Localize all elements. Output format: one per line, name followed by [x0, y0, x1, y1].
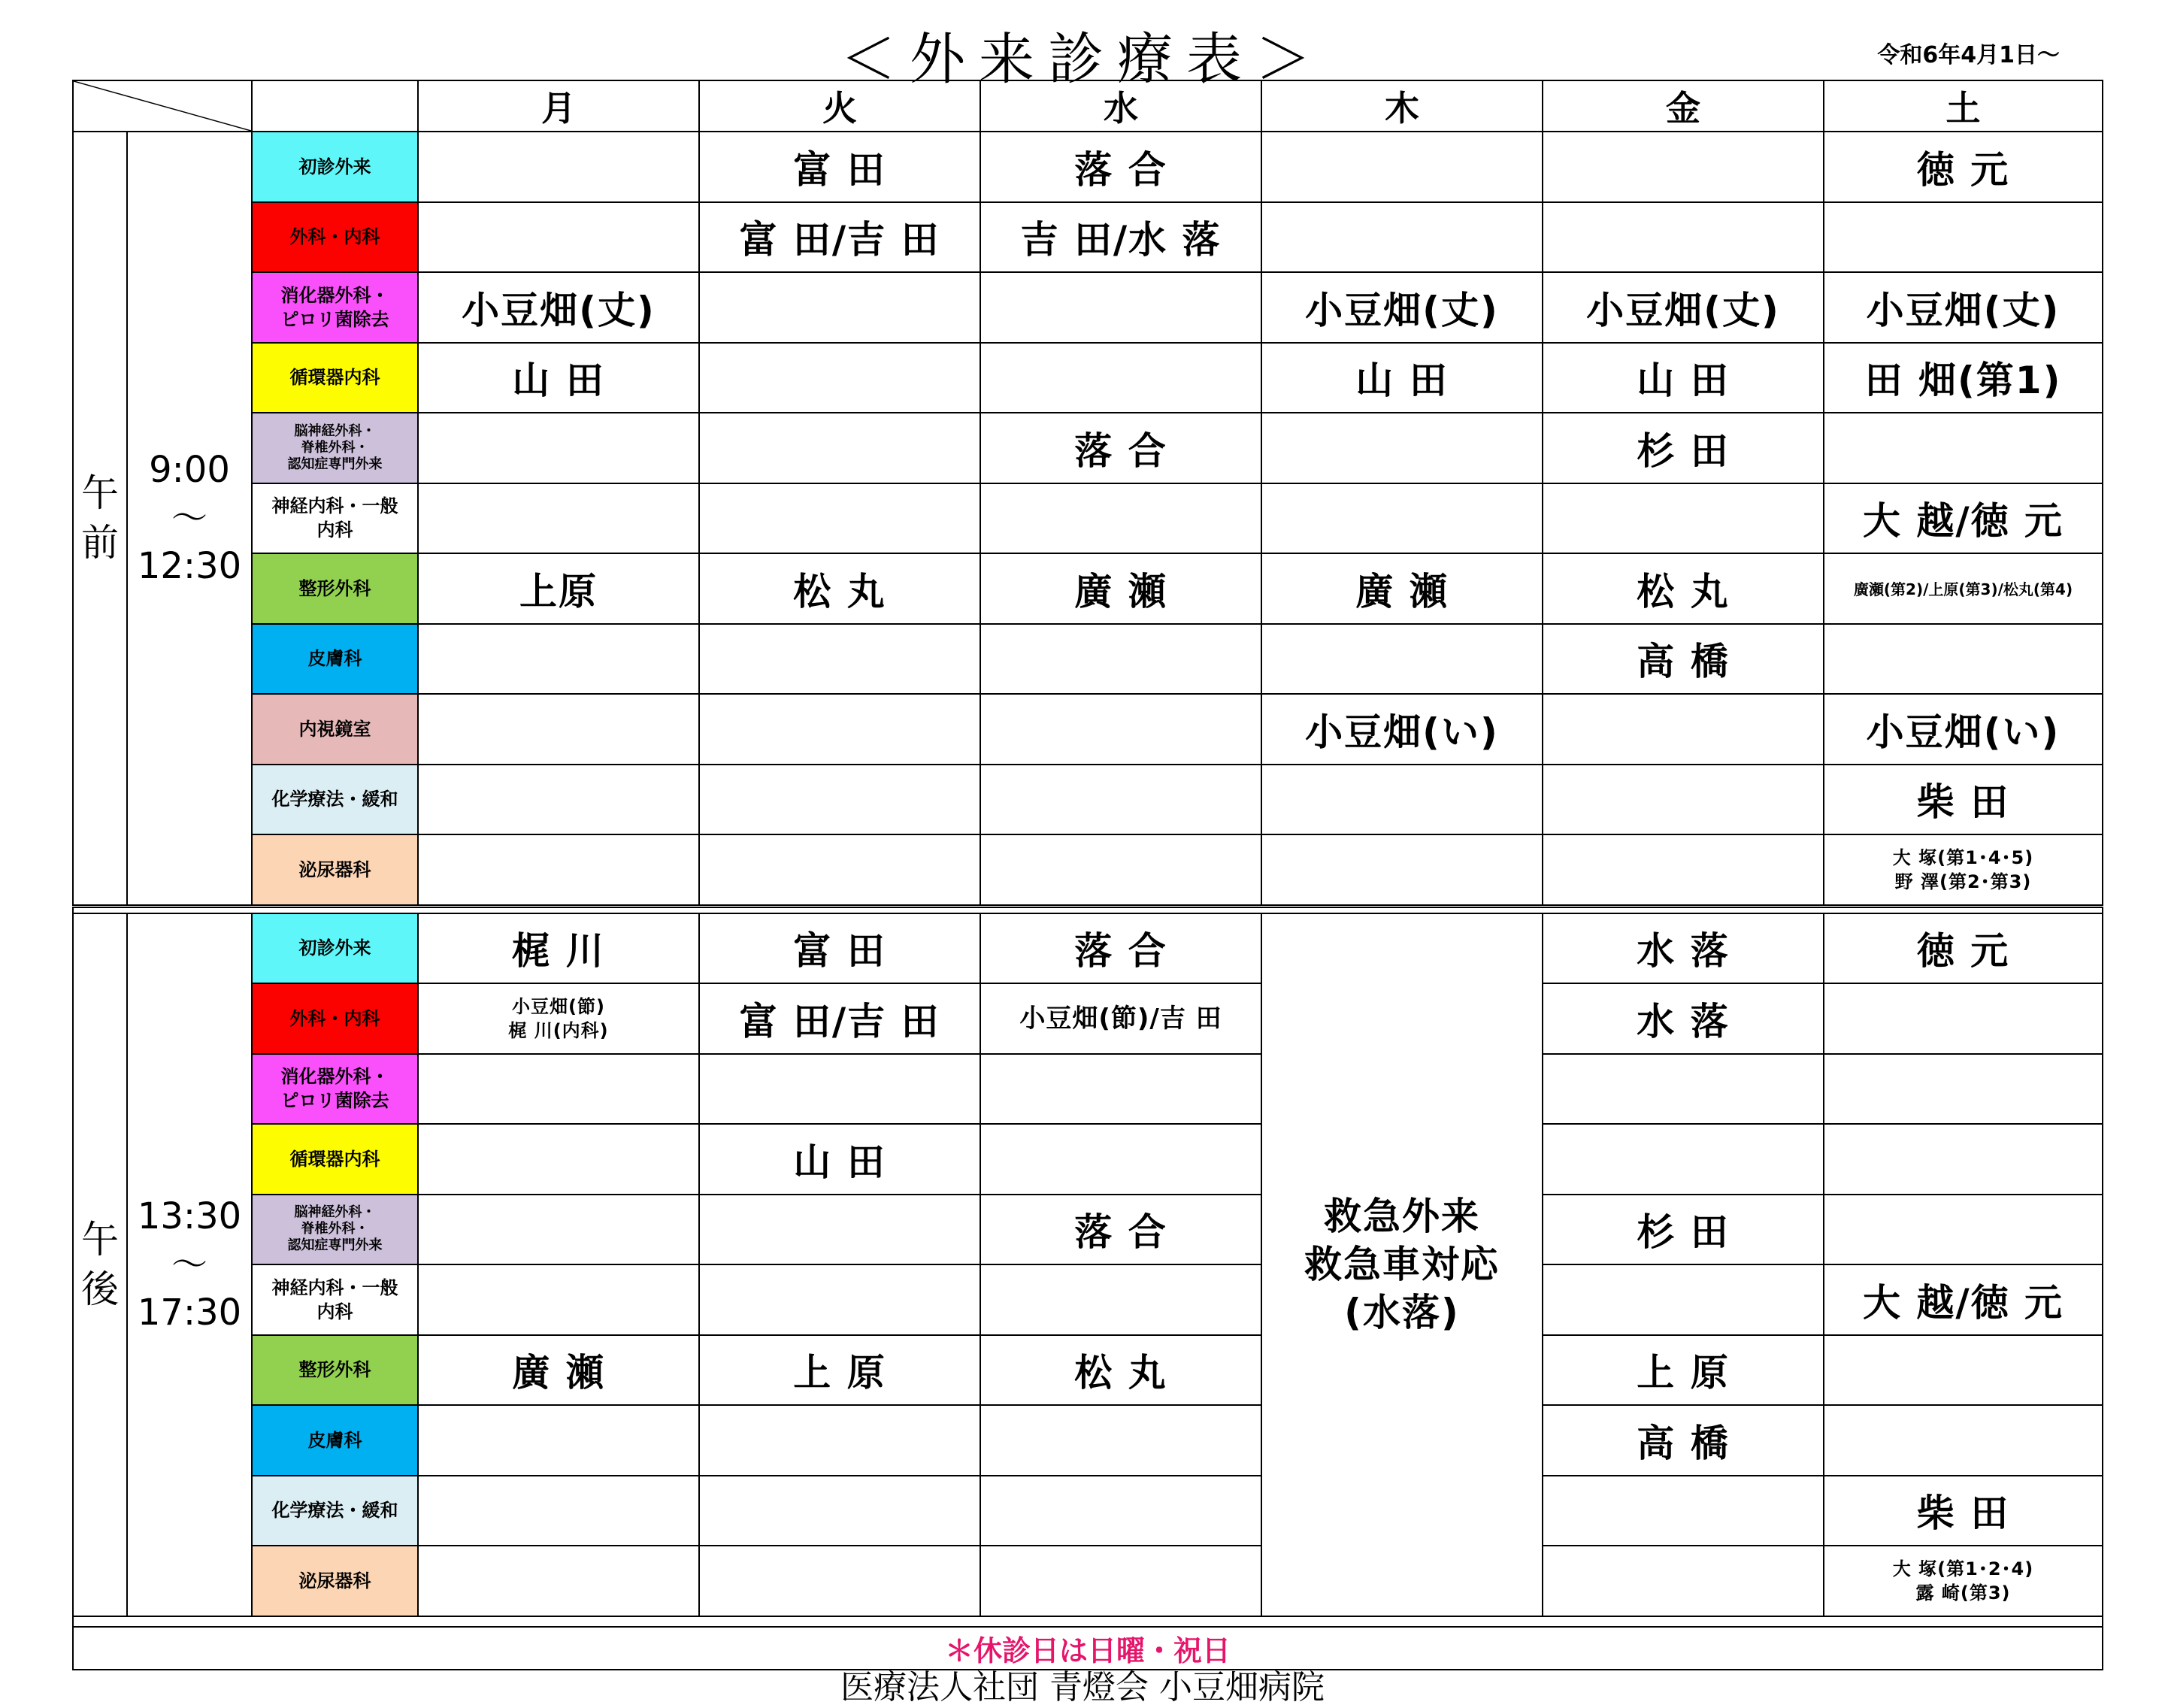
department-name: 脳神経外科・ 脊椎外科・ 認知症専門外来 — [287, 422, 383, 472]
schedule-cell — [699, 343, 980, 413]
doctor-name: 柴 田 — [1916, 780, 2010, 825]
schedule-cell — [699, 913, 980, 984]
doctor-name: 大 越/徳 元 — [1862, 1280, 2064, 1325]
schedule-cell — [1824, 1335, 2103, 1406]
schedule-table — [72, 80, 2103, 1670]
morning-row — [73, 483, 2103, 554]
department-label — [252, 694, 418, 765]
doctor-name: 山 田 — [793, 1140, 886, 1184]
schedule-cell — [699, 624, 980, 695]
schedule-cell — [1824, 1264, 2103, 1335]
schedule-cell — [1543, 913, 1824, 984]
department-label — [252, 1546, 418, 1616]
afternoon-row — [73, 1054, 2103, 1125]
afternoon-row — [73, 1546, 2103, 1616]
schedule-cell — [699, 1195, 980, 1265]
doctor-name: 廣 瀬 — [1074, 569, 1167, 613]
schedule-cell — [699, 132, 980, 202]
time-text: 17:30 — [137, 1292, 242, 1334]
doctor-name: 廣 瀬 — [512, 1351, 605, 1395]
department-label — [252, 1195, 418, 1265]
department-label — [252, 272, 418, 343]
doctor-name: 大 塚(第1･4･5) 野 澤(第2･第3) — [1892, 846, 2034, 892]
schedule-cell — [1824, 413, 2103, 483]
schedule-cell — [1261, 765, 1543, 835]
schedule-cell — [699, 1335, 980, 1406]
department-label — [252, 553, 418, 624]
schedule-cell — [1543, 1476, 1824, 1546]
schedule-cell — [980, 1264, 1261, 1335]
schedule-cell — [1824, 272, 2103, 343]
schedule-cell — [1261, 624, 1543, 695]
schedule-cell — [1824, 483, 2103, 554]
schedule-cell — [980, 913, 1261, 984]
corner-cell — [73, 80, 252, 132]
schedule-cell — [1824, 1195, 2103, 1265]
doctor-name: 大 塚(第1･2･4) 露 崎(第3) — [1892, 1558, 2034, 1604]
afternoon-row — [73, 1195, 2103, 1265]
department-label — [252, 1405, 418, 1476]
department-label — [252, 983, 418, 1054]
schedule-cell — [980, 1405, 1261, 1476]
period-char: 前 — [81, 521, 119, 565]
schedule-cell — [1543, 1054, 1824, 1125]
schedule-cell — [1824, 1054, 2103, 1125]
doctor-name: 廣瀬(第2)/上原(第3)/松丸(第4) — [1853, 580, 2073, 599]
doctor-name: 落 合 — [1074, 147, 1167, 192]
schedule-cell — [980, 1195, 1261, 1265]
schedule-cell — [980, 272, 1261, 343]
time-text: ～ — [171, 497, 207, 540]
afternoon-row — [73, 1124, 2103, 1195]
department-label — [252, 132, 418, 202]
department-name: 消化器外科・ ピロリ菌除去 — [280, 284, 389, 330]
department-name: 外科・内科 — [289, 1007, 380, 1029]
department-label — [252, 624, 418, 695]
afternoon-row — [73, 1476, 2103, 1546]
schedule-cell — [1824, 1546, 2103, 1616]
doctor-name: 松 丸 — [793, 569, 886, 613]
doctor-name: 富 田 — [793, 147, 886, 192]
schedule-cell — [1543, 553, 1824, 624]
day-header: 金 — [1543, 80, 1824, 132]
day-header: 月 — [418, 80, 699, 132]
doctor-name: 上 原 — [1637, 1351, 1730, 1395]
doctor-name: 高 橋 — [1637, 1421, 1730, 1465]
schedule-cell — [980, 983, 1261, 1054]
department-label — [252, 1054, 418, 1125]
schedule-cell — [980, 1476, 1261, 1546]
department-name: 皮膚科 — [307, 1429, 362, 1451]
schedule-cell — [980, 483, 1261, 554]
schedule-cell — [418, 202, 699, 273]
department-name: 循環器内科 — [289, 367, 380, 389]
time-text: 9:00 — [149, 449, 230, 492]
closed-days-notice: ＊休診日は日曜・祝日 — [944, 1634, 1231, 1667]
department-name: 化学療法・緩和 — [271, 789, 398, 810]
schedule-cell — [1824, 1124, 2103, 1195]
department-label — [252, 483, 418, 554]
doctor-name: 水 落 — [1637, 999, 1730, 1043]
doctor-name: 徳 元 — [1916, 929, 2010, 974]
department-name: 整形外科 — [298, 1359, 371, 1381]
day-header: 水 — [980, 80, 1261, 132]
doctor-name: 小豆畑(節)/吉 田 — [1019, 1003, 1222, 1034]
schedule-cell — [699, 1124, 980, 1195]
department-name: 神経内科・一般 内科 — [271, 1276, 398, 1322]
schedule-cell — [1543, 694, 1824, 765]
schedule-cell — [418, 1405, 699, 1476]
afternoon-row — [73, 1264, 2103, 1335]
schedule-cell — [980, 834, 1261, 906]
schedule-cell — [699, 834, 980, 906]
schedule-cell — [699, 483, 980, 554]
afternoon-label — [73, 913, 127, 1616]
schedule-cell — [980, 624, 1261, 695]
schedule-cell — [980, 1124, 1261, 1195]
morning-row — [73, 765, 2103, 835]
schedule-cell — [1261, 272, 1543, 343]
schedule-cell — [1543, 413, 1824, 483]
schedule-cell — [1543, 202, 1824, 273]
doctor-name: 小豆畑(丈) — [1586, 288, 1780, 332]
morning-hours — [127, 132, 252, 906]
doctor-name: 上原 — [519, 569, 598, 613]
doctor-name: 山 田 — [1355, 359, 1449, 403]
schedule-cell — [1543, 483, 1824, 554]
schedule-cell — [1261, 202, 1543, 273]
schedule-cell — [1543, 765, 1824, 835]
schedule-cell — [1261, 413, 1543, 483]
time-text: 13:30 — [137, 1195, 242, 1237]
schedule-cell — [1261, 553, 1543, 624]
dept-header — [252, 80, 418, 132]
schedule-cell — [699, 202, 980, 273]
department-label — [252, 343, 418, 413]
doctor-name: 小豆畑(丈) — [1866, 288, 2061, 332]
page-title: ＜外来診療表＞ — [840, 27, 1325, 92]
thursday-emergency-cell — [1261, 913, 1543, 1616]
afternoon-row — [73, 913, 2103, 984]
schedule-cell — [1543, 983, 1824, 1054]
schedule-cell — [418, 624, 699, 695]
schedule-cell — [1824, 343, 2103, 413]
doctor-name: 富 田/吉 田 — [739, 999, 940, 1043]
doctor-name: 松 丸 — [1637, 569, 1730, 613]
schedule-cell — [418, 765, 699, 835]
spacer-cell — [73, 1616, 2103, 1627]
department-name: 泌尿器科 — [298, 859, 371, 880]
schedule-cell — [1543, 624, 1824, 695]
schedule-cell — [418, 1335, 699, 1406]
schedule-cell — [418, 834, 699, 906]
morning-row — [73, 413, 2103, 483]
schedule-cell — [418, 1476, 699, 1546]
period-char: 午 — [81, 1218, 119, 1261]
morning-label — [73, 132, 127, 906]
schedule-cell — [699, 694, 980, 765]
doctor-name: 松 丸 — [1074, 1351, 1167, 1395]
afternoon-row — [73, 1405, 2103, 1476]
schedule-cell — [1824, 553, 2103, 624]
schedule-cell — [980, 553, 1261, 624]
department-label — [252, 1476, 418, 1546]
department-label — [252, 1264, 418, 1335]
hospital-name: 医療法人社団 青燈会 小豆畑病院 — [840, 1668, 1325, 1706]
schedule-cell — [1824, 1476, 2103, 1546]
schedule-cell — [418, 483, 699, 554]
schedule-cell — [980, 1335, 1261, 1406]
doctor-name: 富 田 — [793, 929, 886, 974]
doctor-name: 徳 元 — [1916, 147, 2010, 192]
department-label — [252, 413, 418, 483]
schedule-cell — [980, 413, 1261, 483]
afternoon-hours — [127, 913, 252, 1616]
doctor-name: 落 合 — [1074, 429, 1167, 473]
day-header: 火 — [699, 80, 980, 132]
schedule-cell — [1824, 983, 2103, 1054]
doctor-name: 小豆畑(い) — [1305, 710, 1499, 754]
schedule-cell — [1261, 343, 1543, 413]
schedule-cell — [1543, 1264, 1824, 1335]
doctor-name: 杉 田 — [1637, 429, 1730, 473]
department-name: 外科・内科 — [289, 226, 380, 248]
time-text: ～ — [171, 1243, 207, 1286]
schedule-cell — [418, 343, 699, 413]
department-name: 皮膚科 — [307, 648, 362, 670]
emergency-text: 救急外来 救急車対応 (水落) — [1304, 1195, 1500, 1334]
divider-cell — [73, 906, 2103, 913]
department-name: 内視鏡室 — [298, 718, 371, 740]
schedule-cell — [1543, 132, 1824, 202]
schedule-cell — [980, 343, 1261, 413]
schedule-cell — [699, 413, 980, 483]
department-name: 整形外科 — [298, 577, 371, 599]
schedule-cell — [1261, 483, 1543, 554]
doctor-name: 柴 田 — [1916, 1491, 2010, 1536]
schedule-cell — [1543, 1195, 1824, 1265]
schedule-cell — [1261, 694, 1543, 765]
schedule-cell — [980, 132, 1261, 202]
schedule-cell — [699, 553, 980, 624]
schedule-cell — [418, 553, 699, 624]
department-name: 初診外来 — [298, 156, 371, 177]
schedule-cell — [418, 913, 699, 984]
morning-row — [73, 834, 2103, 906]
doctor-name: 小豆畑(い) — [1866, 710, 2061, 754]
schedule-cell — [699, 1264, 980, 1335]
doctor-name: 小豆畑(節) 梶 川(内科) — [508, 995, 609, 1041]
department-name: 神経内科・一般 内科 — [271, 495, 398, 541]
time-text: 12:30 — [137, 545, 242, 588]
schedule-cell — [1543, 1405, 1824, 1476]
schedule-cell — [1824, 694, 2103, 765]
schedule-cell — [418, 1546, 699, 1616]
header-row — [73, 80, 2103, 132]
department-label — [252, 765, 418, 835]
department-label — [252, 834, 418, 906]
schedule-cell — [418, 1195, 699, 1265]
schedule-cell — [1824, 834, 2103, 906]
schedule-cell — [418, 1054, 699, 1125]
schedule-cell — [1261, 132, 1543, 202]
department-label — [252, 1335, 418, 1406]
department-name: 消化器外科・ ピロリ菌除去 — [280, 1066, 389, 1112]
day-header: 木 — [1261, 80, 1543, 132]
doctor-name: 上 原 — [793, 1351, 886, 1395]
doctor-name: 落 合 — [1074, 1210, 1167, 1255]
schedule-cell — [699, 983, 980, 1054]
schedule-cell — [1261, 834, 1543, 906]
department-name: 初診外来 — [298, 937, 371, 959]
schedule-cell — [699, 1476, 980, 1546]
schedule-cell — [418, 694, 699, 765]
schedule-cell — [699, 1546, 980, 1616]
doctor-name: 高 橋 — [1637, 640, 1730, 684]
schedule-cell — [1543, 1335, 1824, 1406]
doctor-name: 富 田/吉 田 — [739, 218, 940, 262]
doctor-name: 小豆畑(丈) — [1305, 288, 1499, 332]
section-divider — [73, 906, 2103, 913]
doctor-name: 大 越/徳 元 — [1862, 499, 2064, 544]
schedule-cell — [1543, 834, 1824, 906]
schedule-cell — [418, 132, 699, 202]
day-header: 土 — [1824, 80, 2103, 132]
schedule-cell — [980, 1054, 1261, 1125]
doctor-name: 杉 田 — [1637, 1210, 1730, 1255]
schedule-cell — [1824, 132, 2103, 202]
doctor-name: 山 田 — [512, 359, 605, 403]
schedule-cell — [418, 413, 699, 483]
morning-row — [73, 132, 2103, 202]
afternoon-row — [73, 983, 2103, 1054]
schedule-cell — [418, 272, 699, 343]
doctor-name: 水 落 — [1637, 929, 1730, 974]
doctor-name: 落 合 — [1074, 929, 1167, 974]
effective-date: 令和6年4月1日～ — [1877, 42, 2060, 68]
schedule-cell — [699, 1405, 980, 1476]
morning-row — [73, 624, 2103, 695]
schedule-cell — [1824, 624, 2103, 695]
doctor-name: 田 畑(第1) — [1864, 359, 2062, 403]
doctor-name: 小豆畑(丈) — [462, 288, 656, 332]
schedule-cell — [699, 272, 980, 343]
schedule-cell — [1824, 202, 2103, 273]
morning-row — [73, 272, 2103, 343]
morning-row — [73, 343, 2103, 413]
morning-row — [73, 202, 2103, 273]
schedule-cell — [980, 1546, 1261, 1616]
department-name: 循環器内科 — [289, 1148, 380, 1170]
department-name: 化学療法・緩和 — [271, 1500, 398, 1522]
schedule-cell — [1824, 765, 2103, 835]
period-char: 後 — [81, 1267, 119, 1311]
department-label — [252, 202, 418, 273]
schedule-cell — [1543, 272, 1824, 343]
schedule-cell — [1543, 343, 1824, 413]
schedule-cell — [1824, 1405, 2103, 1476]
schedule-cell — [980, 765, 1261, 835]
schedule-cell — [1543, 1124, 1824, 1195]
schedule-cell — [699, 1054, 980, 1125]
doctor-name: 山 田 — [1637, 359, 1730, 403]
afternoon-row — [73, 1335, 2103, 1406]
doctor-name: 梶 川 — [512, 929, 605, 974]
doctor-name: 吉 田/水 落 — [1020, 218, 1222, 262]
schedule-cell — [1543, 1546, 1824, 1616]
department-name: 泌尿器科 — [298, 1570, 371, 1591]
schedule-cell — [980, 202, 1261, 273]
doctor-name: 廣 瀬 — [1355, 569, 1449, 613]
schedule-cell — [980, 694, 1261, 765]
schedule-cell — [418, 1124, 699, 1195]
spacer-row — [73, 1616, 2103, 1627]
schedule-cell — [1824, 913, 2103, 984]
schedule-cell — [699, 765, 980, 835]
schedule-cell — [418, 1264, 699, 1335]
department-label — [252, 1124, 418, 1195]
department-name: 脳神経外科・ 脊椎外科・ 認知症専門外来 — [287, 1204, 383, 1254]
schedule-cell — [418, 983, 699, 1054]
morning-row — [73, 553, 2103, 624]
department-label — [252, 913, 418, 984]
period-char: 午 — [81, 471, 119, 516]
morning-row — [73, 694, 2103, 765]
